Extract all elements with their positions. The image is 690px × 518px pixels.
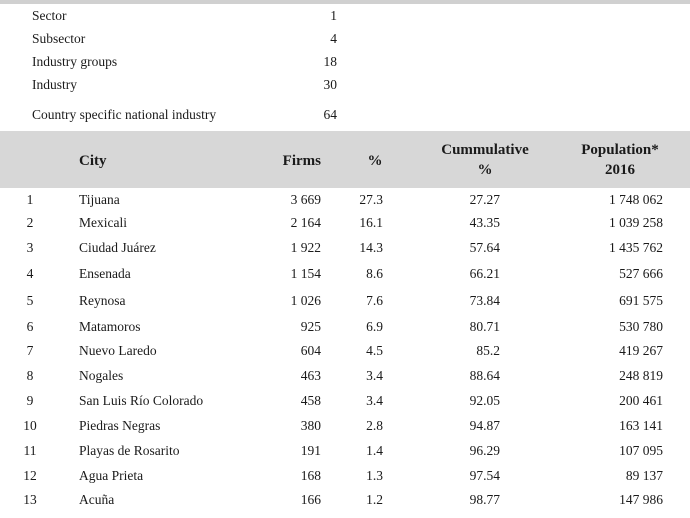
table-row (0, 240, 690, 262)
percent-cell: 1.3 (366, 468, 383, 483)
city-cell: Nuevo Laredo (79, 343, 157, 358)
firms-cell: 463 (300, 368, 321, 383)
row-number: 9 (26, 393, 34, 408)
column-header-population-line2: 2016 (605, 162, 635, 178)
table-row (0, 393, 690, 415)
city-cell: Agua Prieta (79, 468, 144, 483)
population-cell: 530 780 (619, 319, 663, 334)
table-row (0, 468, 690, 490)
population-cell: 1 435 762 (609, 240, 663, 255)
firms-cell: 1 026 (290, 293, 321, 308)
table-row (0, 293, 690, 315)
table-row (0, 443, 690, 465)
column-header-cumulative-line1: Cummulative (441, 142, 529, 158)
table-row (0, 192, 690, 214)
city-cell: Acuña (79, 492, 115, 507)
city-cell: Matamoros (79, 319, 141, 334)
classification-value: 64 (323, 107, 337, 122)
cumulative-cell: 57.64 (469, 240, 500, 255)
firms-cell: 166 (300, 492, 321, 507)
firms-cell: 925 (300, 319, 321, 334)
city-cell: Nogales (79, 368, 124, 383)
population-cell: 107 095 (619, 443, 663, 458)
table-row (0, 418, 690, 440)
firms-cell: 1 922 (290, 240, 321, 255)
population-cell: 248 819 (619, 368, 663, 383)
classification-value: 18 (323, 54, 337, 69)
cumulative-cell: 88.64 (469, 368, 500, 383)
column-header-percent: % (367, 153, 383, 169)
classification-label: Industry (32, 77, 77, 92)
row-number: 10 (23, 418, 37, 433)
row-number: 6 (26, 319, 34, 334)
cumulative-cell: 94.87 (469, 418, 500, 433)
city-cell: Mexicali (79, 215, 127, 230)
cumulative-cell: 66.21 (469, 266, 500, 281)
table-row (0, 343, 690, 365)
column-header-cumulative-line2: % (477, 162, 493, 178)
classification-label: Sector (32, 8, 67, 23)
population-cell: 691 575 (619, 293, 663, 308)
population-cell: 147 986 (619, 492, 663, 507)
percent-cell: 1.4 (366, 443, 383, 458)
classification-row (0, 8, 690, 28)
cumulative-cell: 27.27 (469, 192, 500, 207)
percent-cell: 7.6 (366, 293, 383, 308)
percent-cell: 16.1 (359, 215, 383, 230)
population-cell: 1 748 062 (609, 192, 663, 207)
cumulative-cell: 43.35 (469, 215, 500, 230)
cumulative-cell: 85.2 (476, 343, 500, 358)
firms-cell: 3 669 (290, 192, 321, 207)
cumulative-cell: 92.05 (469, 393, 500, 408)
firms-cell: 380 (300, 418, 321, 433)
classification-row (0, 31, 690, 51)
classification-value: 4 (330, 31, 337, 46)
firms-cell: 458 (300, 393, 321, 408)
row-number: 11 (23, 443, 37, 458)
classification-label: Subsector (32, 31, 86, 46)
firms-cell: 2 164 (290, 215, 321, 230)
firms-cell: 604 (300, 343, 321, 358)
row-number: 12 (23, 468, 37, 483)
row-number: 5 (26, 293, 34, 308)
city-cell: Ensenada (79, 266, 131, 281)
percent-cell: 3.4 (366, 368, 383, 383)
row-number: 3 (26, 240, 34, 255)
table-row (0, 215, 690, 237)
cumulative-cell: 80.71 (469, 319, 500, 334)
top-rule (0, 0, 690, 4)
percent-cell: 1.2 (366, 492, 383, 507)
classification-row (0, 54, 690, 74)
population-cell: 163 141 (619, 418, 663, 433)
classification-label: Country specific national industry (32, 107, 217, 122)
city-cell: Playas de Rosarito (79, 443, 180, 458)
row-number: 13 (23, 492, 37, 507)
cumulative-cell: 97.54 (469, 468, 500, 483)
table-row (0, 368, 690, 390)
city-cell: San Luis Río Colorado (79, 393, 204, 408)
percent-cell: 27.3 (359, 192, 383, 207)
population-cell: 527 666 (619, 266, 663, 281)
cumulative-cell: 73.84 (469, 293, 500, 308)
firms-cell: 168 (300, 468, 321, 483)
table-row (0, 492, 690, 514)
classification-row (0, 77, 690, 97)
percent-cell: 4.5 (366, 343, 383, 358)
column-header-firms: Firms (282, 153, 321, 169)
percent-cell: 2.8 (366, 418, 383, 433)
city-cell: Piedras Negras (79, 418, 161, 433)
classification-label: Industry groups (32, 54, 118, 69)
table-header (0, 131, 690, 188)
population-cell: 1 039 258 (609, 215, 663, 230)
percent-cell: 8.6 (366, 266, 383, 281)
classification-value: 1 (330, 8, 337, 23)
firms-cell: 191 (300, 443, 321, 458)
row-number: 2 (26, 215, 34, 230)
population-cell: 89 137 (625, 468, 663, 483)
cumulative-cell: 96.29 (469, 443, 500, 458)
classification-value: 30 (323, 77, 337, 92)
firms-cell: 1 154 (290, 266, 321, 281)
population-cell: 200 461 (619, 393, 663, 408)
row-number: 1 (26, 192, 34, 207)
population-cell: 419 267 (619, 343, 663, 358)
column-header-city: City (79, 153, 107, 169)
row-number: 4 (26, 266, 34, 281)
percent-cell: 3.4 (366, 393, 383, 408)
table-row (0, 319, 690, 341)
row-number: 8 (26, 368, 34, 383)
row-number: 7 (26, 343, 34, 358)
classification-row (0, 107, 690, 127)
column-header-population-line1: Population* (581, 142, 659, 158)
percent-cell: 14.3 (359, 240, 383, 255)
city-cell: Ciudad Juárez (79, 240, 156, 255)
table-row (0, 266, 690, 288)
percent-cell: 6.9 (366, 319, 383, 334)
cumulative-cell: 98.77 (469, 492, 500, 507)
city-cell: Tijuana (79, 192, 120, 207)
city-cell: Reynosa (79, 293, 126, 308)
